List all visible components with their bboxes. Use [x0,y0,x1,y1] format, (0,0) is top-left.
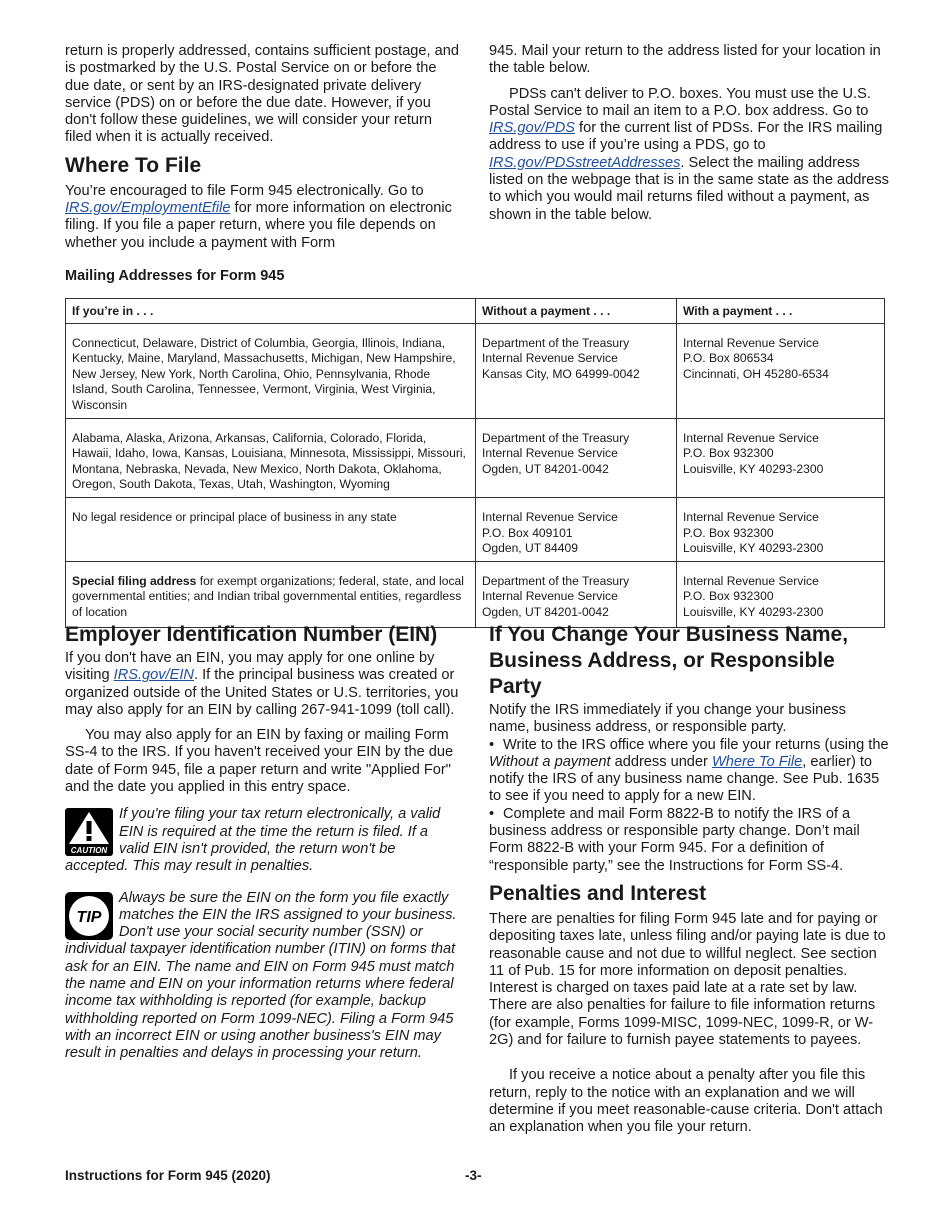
ein-heading: Employer Identification Number (EIN) [65,623,438,646]
tip-note [65,890,462,1063]
right-column-top [489,43,889,224]
change-paragraph: Notify the IRS immediately if you change your business name, business address, or responsible party. [489,702,846,736]
location-cell: Connecticut, Delaware, District of Columbia, Georgia, Illinois, Indiana, Kentucky, Maine, Maryland, Massachusetts, Michigan, New Hampshire, New Jersey, New York, North Carolina, Ohio, Pennsylvania, Rhode Island, South Carolina, Tennessee, Vermont, Virginia, West Virginia, Wisconsin [66,323,476,418]
penalties-heading: Penalties and Interest [489,881,707,905]
table-row [66,497,885,561]
location-cell: Special filing address for exempt organizations; federal, state, and local governmental entities; and Indian tribal governmental entities, regardless of location [66,561,476,627]
with-payment-cell: Internal Revenue Service P.O. Box 932300 Louisville, KY 40293-2300 [677,561,885,627]
left-column-top [65,43,462,252]
ein-section [65,622,462,1063]
table-row [66,561,885,627]
without-payment-cell: Department of the Treasury Internal Revenue Service Ogden, UT 84201-0042 [476,561,677,627]
location-cell: Alabama, Alaska, Arizona, Arkansas, California, Colorado, Florida, Hawaii, Idaho, Iowa, Kansas, Louisiana, Minnesota, Mississippi, Missouri, Montana, Nebraska, Nevada, New Mexico, North Dakota, Oklahoma, Oregon, South Dakota, Texas, Utah, Washington, Wyoming [66,418,476,497]
where-to-file-paragraph: You’re encouraged to file Form 945 electronically. Go to IRS.gov/EmploymentEfile for more information on electronic filing. If you file a paper return, where you file depends on whether you include a payment with Form [65,182,452,251]
svg-text:TIP: TIP [76,908,102,926]
tip-icon [65,892,113,940]
intro-paragraph: return is properly addressed, contains sufficient postage, and is postmarked by the U.S. Postal Service on or before the due date, or sent by an IRS-designated private delivery service (PDS) on or before the due date. However, if you don't follow these guidelines, we will consider your return filed when it is actually received. [65,43,459,146]
employment-efile-link[interactable]: IRS.gov/EmploymentEfile [65,200,231,217]
column-header-without-payment: Without a payment . . . [476,299,677,324]
mailing-address-table [65,298,885,628]
column-header-with-payment: With a payment . . . [677,299,885,324]
mail-return-paragraph: 945. Mail your return to the address listed for your location in the table below. [489,43,881,77]
table-row [66,418,885,497]
with-payment-cell: Internal Revenue Service P.O. Box 932300 Louisville, KY 40293-2300 [677,497,885,561]
penalties-paragraph-1: There are penalties for filing Form 945 late and for paying or depositing taxes late, unless filing and/or paying late is due to reasonable cause and not due to willful neglect. See section 11 of Pub. 15 for more information on deposit penalties. Interest is charged on taxes paid late at a rate set by law. There are also penalties for failure to file information returns (for example, Forms 1099-MISC, 1099-NEC, 1099-R, or W-2G) and for failure to furnish payee statements to payees. [489,910,886,1049]
penalties-paragraph-2: If you receive a notice about a penalty after you file this return, reply to the notice with an explanation and we will determine if you meet reasonable-cause criteria. Don't attach an explanation when you file your return. [489,1067,883,1136]
caution-icon [65,808,113,856]
table-title: Mailing Addresses for Form 945 [65,268,285,284]
change-bullet-1: • Write to the IRS office where you file your returns (using the Without a payment address under Where To File, earlier) to notify the IRS of any business name change. See Pub. 1635 to see if you need to apply for a new EIN. [489,736,889,805]
ein-paragraph-2: You may also apply for an EIN by faxing or mailing Form SS-4 to the IRS. If you haven't received your EIN by the due date of Form 945, file a paper return and write "Applied For" and the date you applied in this entry space. [65,727,454,796]
footer-form-title: Instructions for Form 945 (2020) [65,1168,271,1183]
change-bullet-2: • Complete and mail Form 8822-B to notify the IRS of a business address or responsible party change. Don’t mail Form 8822-B with your Form 945. For a definition of “responsible party,” see the Instructions for Form SS-4. [489,805,860,874]
change-heading: If You Change Your Business Name, Business Address, or Responsible Party [489,623,849,698]
pds-street-addresses-link[interactable]: IRS.gov/PDSstreetAddresses [489,154,681,171]
with-payment-cell: Internal Revenue Service P.O. Box 932300 Louisville, KY 40293-2300 [677,418,885,497]
caution-text: If you're filing your tax return electronically, a valid EIN is required at the time the return is filed. If a valid EIN isn't provided, the return won't be accepted. This may result in penalties. [65,806,441,875]
table-row [66,323,885,418]
without-payment-cell: Department of the Treasury Internal Revenue Service Kansas City, MO 64999-0042 [476,323,677,418]
caution-note [65,806,462,875]
table-header-row [66,299,885,324]
without-payment-cell: Department of the Treasury Internal Revenue Service Ogden, UT 84201-0042 [476,418,677,497]
column-header-location: If you’re in . . . [66,299,476,324]
svg-text:CAUTION: CAUTION [70,846,108,856]
page-number: -3- [465,1168,482,1183]
change-and-penalties-section [489,622,889,1137]
location-cell: No legal residence or principal place of business in any state [66,497,476,561]
where-to-file-link[interactable]: Where To File [711,753,803,770]
without-payment-cell: Internal Revenue Service P.O. Box 409101 Ogden, UT 84409 [476,497,677,561]
special-filing-label: Special filing address [72,573,197,588]
with-payment-cell: Internal Revenue Service P.O. Box 806534 Cincinnati, OH 45280-6534 [677,323,885,418]
ein-paragraph-1: If you don't have an EIN, you may apply for one online by visiting IRS.gov/EIN. If the principal business was created or organized outside of the United States or U.S. territories, you may also apply for an EIN by calling 267-941-1099 (toll call). [65,650,459,718]
pds-link[interactable]: IRS.gov/PDS [489,120,575,137]
tip-text: Always be sure the EIN on the form you file exactly matches the EIN the IRS assigned to your business. Don't use your social security number (SSN) or individual taxpayer identification number (ITIN) on forms that ask for an EIN. The name and EIN on Form 945 must match the name and EIN on your information returns where federal income tax withholding is reported (for example, backup withholding reported on Form 1099-NEC). Filing a Form 945 with an incorrect EIN or using another business's EIN may result in penalties and delays in processing your return. [65,889,457,1062]
irs-ein-link[interactable]: IRS.gov/EIN [113,667,194,684]
pds-paragraph: PDSs can't deliver to P.O. boxes. You must use the U.S. Postal Service to mail an item to a P.O. box address. Go to IRS.gov/PDS for the current list of PDSs. For the IRS mailing address to use if you’re using a PDS, go to IRS.gov/PDSstreetAddresses. Select the mailing address listed on the webpage that is in the same state as the address to which you would mail returns filed without a payment, as shown in the table below. [489,85,889,223]
where-to-file-heading: Where To File [65,153,202,177]
